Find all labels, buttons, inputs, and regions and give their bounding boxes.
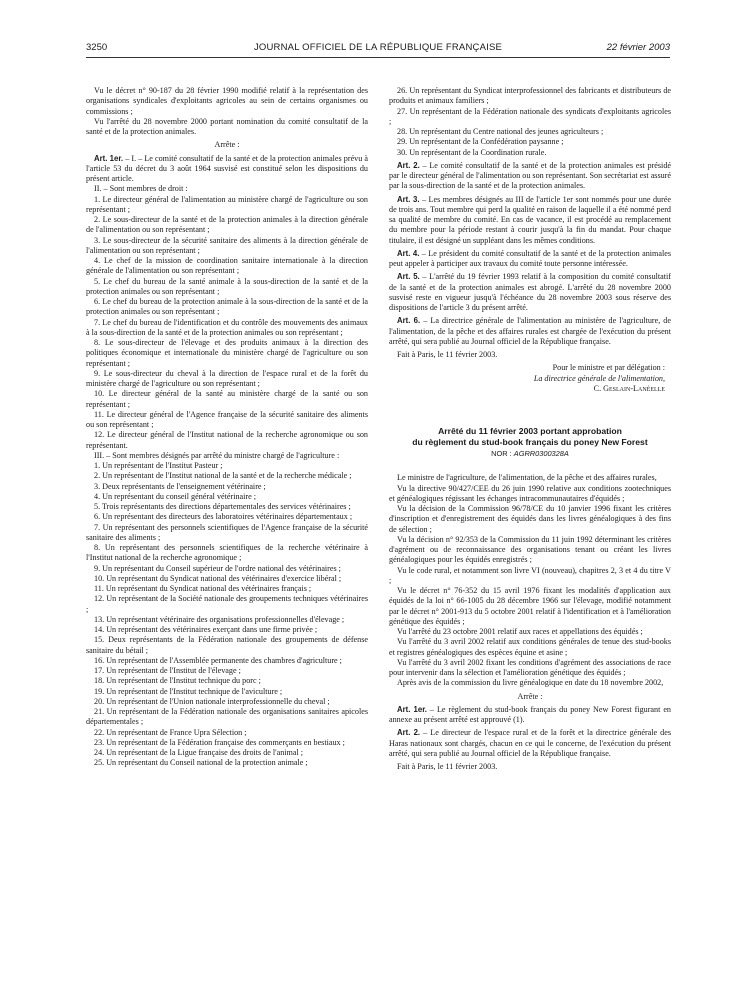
member-item: 7. Un représentant des personnels scientifiques de l'Agence française de la sécurité sanitaire des aliments ; [86, 522, 368, 542]
members-designes-list-cont [389, 86, 671, 158]
member-item: 26. Un représentant du Syndicat interprofessionnel des fabricants et distributeurs de produits et animaux familiers ; [389, 86, 671, 106]
article-text: – Le président du comité consultatif de la santé et de la protection animales peut appeler à participer aux travaux du comité toute personne intéressée. [389, 248, 671, 268]
member-item: 6. Un représentant des directeurs des laboratoires vétérinaires départementaux ; [94, 512, 353, 522]
member-item: 21. Un représentant de la Fédération nationale des organisations sanitaires apicoles départementales ; [86, 707, 368, 727]
member-item: 17. Un représentant de l'Institut de l'élevage ; [94, 666, 241, 675]
member-item: 8. Un représentant des personnels scientifiques de la recherche vétérinaire à l'Institut national de la recherche agronomique ; [86, 543, 368, 563]
signature-delegation: Pour le ministre et par délégation : [552, 363, 665, 373]
article-label: Art. 5. [397, 272, 420, 282]
arrete-heading: Arrête : [214, 140, 240, 150]
second-arrete-title-line2: du règlement du stud-book français du poney New Forest [412, 436, 648, 447]
member-item: 9. Le sous-directeur du cheval à la direction de l'espace rural et de la forêt du ministère chargé de l'agriculture ou son représentant ; [86, 368, 368, 388]
article [389, 249, 671, 270]
article-label: Art. 2. [397, 160, 420, 170]
visa-paragraph: Vu l'arrêté du 3 avril 2002 fixant les conditions d'agrément des associations de race pour intervenir dans la sélection et l'amélioration génétique des équidés ; [389, 657, 671, 677]
article [389, 316, 671, 347]
member-item: 8. Le sous-directeur de l'élevage et des produits animaux à la direction des politiques économique et internationale du ministère chargé de l'agriculture ou son représentant ; [86, 338, 368, 368]
member-item: 10. Un représentant du Syndicat national des vétérinaires d'exercice libéral ; [94, 573, 342, 583]
second-arrete-title-line1: Arrêté du 11 février 2003 portant approbation [438, 426, 622, 436]
article-label: Art. 6. [397, 316, 421, 326]
article-text: – Le directeur de l'espace rural et de la forêt et la directrice générale des Haras nationaux sont chargés, chacun en ce qui le concerne, de l'exécution du présent arrêté, qui sera publié au Journal officiel de la République française. [389, 728, 671, 758]
article [389, 728, 671, 759]
member-item: 19. Un représentant de l'Institut technique de l'aviculture ; [94, 686, 283, 696]
members-de-droit-list [86, 195, 368, 451]
left-intro [86, 86, 368, 137]
member-item: 3. Deux représentants de l'enseignement vétérinaire ; [94, 481, 266, 491]
section-iii-heading: III. – Sont membres désignés par arrêté du ministre chargé de l'agriculture : [94, 450, 340, 460]
second-arrete-title [389, 426, 671, 447]
member-item: 9. Un représentant du Conseil supérieur de l'ordre national des vétérinaires ; [94, 563, 341, 573]
member-item: 1. Un représentant de l'Institut Pasteur ; [94, 461, 223, 470]
issue-date: 22 février 2003 [606, 42, 670, 53]
right-column [389, 86, 671, 772]
member-item: 15. Deux représentants de la Fédération nationale des groupements de défense sanitaire du bétail ; [86, 635, 368, 655]
member-item: 6. Le chef du bureau de la protection animale à la sous-direction de la santé et de la protection animales ou son représentant ; [86, 297, 368, 317]
article-1-label: Art. 1er. [94, 153, 124, 163]
member-item: 18. Un représentant de l'Institut technique du porc ; [94, 676, 261, 686]
page-number: 3250 [86, 42, 108, 53]
visa-paragraph: Vu le décret n° 90-187 du 28 février 1990 modifié relatif à la représentation des organisations syndicales d'exploitants agricoles au sein de certains organismes ou commissions ; [86, 86, 368, 116]
arrete-heading-2: Arrête : [517, 691, 543, 701]
member-item: 25. Un représentant du Conseil national de la protection animale ; [94, 758, 308, 768]
member-item: 29. Un représentant de la Confédération paysanne ; [397, 137, 564, 147]
member-item: 4. Le chef de la mission de coordination sanitaire internationale à la direction générale de l'alimentation ou son représentant ; [86, 256, 368, 276]
article [389, 705, 671, 726]
member-item: 1. Le directeur général de l'alimentation au ministère chargé de l'agriculture ou son représentant ; [86, 194, 368, 214]
member-item: 22. Un représentant de France Upra Sélection ; [94, 727, 247, 737]
visa-paragraph: Vu la directive 90/427/CEE du 26 juin 1990 relative aux conditions zootechniques et généalogiques régissant les échanges intracommunautaires d'équidés ; [389, 483, 671, 503]
member-item: 11. Le directeur général de l'Agence française de la sécurité sanitaire des aliments ou son représentant ; [86, 409, 368, 429]
article-label: Art. 2. [397, 728, 421, 738]
journal-title: JOURNAL OFFICIEL DE LA RÉPUBLIQUE FRANÇAISE [253, 42, 503, 53]
article-text: – L'arrêté du 19 février 1993 relatif à la composition du comité consultatif de la santé et de la protection animales est abrogé. L'arrêté du 28 novembre 2000 susvisé reste en vigueur jusqu'à l'échéance du 28 novembre 2003 sous réserve des dispositions de l'article 3 du présent arrêté. [389, 272, 671, 312]
member-item: 2. Le sous-directeur de la santé et de la protection animales à la direction générale de l'alimentation ou son représentant ; [86, 215, 368, 235]
member-item: 2. Un représentant de l'Institut national de la santé et de la recherche médicale ; [94, 471, 352, 481]
nor-label: NOR : [491, 449, 514, 458]
visa-paragraph: Vu le code rural, et notamment son livre VI (nouveau), chapitres 2, 3 et 4 du titre V ; [389, 565, 671, 585]
member-item: 28. Un représentant du Centre national des jeunes agriculteurs ; [397, 127, 604, 136]
nor-reference [389, 449, 671, 459]
article-label: Art. 3. [397, 194, 420, 204]
article [389, 161, 671, 192]
nor-code: AGRR0300328A [513, 449, 569, 458]
visa-paragraph: Le ministre de l'agriculture, de l'alimentation, de la pêche et des affaires rurales, [397, 473, 657, 483]
article-text: – La directrice générale de l'alimentation au ministère de l'agriculture, de l'alimentation, de la pêche et des affaires rurales est chargée de l'exécution du présent arrêté, qui sera publié au Journal officiel de la République française. [389, 316, 671, 346]
member-item: 11. Un représentant du Syndicat national des vétérinaires français ; [94, 584, 312, 593]
article-text: – Les membres désignés au III de l'article 1er sont nommés pour une durée de trois ans. Tout membre qui perd la qualité en raison de laquelle il a été nommé perd sa qualité de membre du comité. En cas de vacance, il est procédé au remplacement du membre pour la période restant à courir jusqu'à la fin du mandat. Pour chaque titulaire, il est désigné un suppléant dans les mêmes conditions. [389, 194, 671, 245]
article-1 [86, 154, 368, 185]
articles-list [389, 161, 671, 347]
visa-paragraph: Après avis de la commission du livre généalogique en date du 18 novembre 2002, [397, 678, 664, 688]
visa-paragraph: Vu la décision n° 92/353 de la Commission du 11 juin 1992 déterminant les critères d'agrément ou de reconnaissance des organisations tenant ou créant les livres généalogiques pour les équidés enregistrés ; [389, 534, 671, 565]
second-intro-visas [389, 473, 671, 688]
fait-a-paris-2: Fait à Paris, le 11 février 2003. [397, 762, 498, 771]
member-item: 5. Trois représentants des directions départementales des services vétérinaires ; [94, 502, 351, 511]
article [389, 195, 671, 246]
header-rule [86, 57, 670, 58]
signature-title: La directrice générale de l'alimentation, [533, 373, 665, 383]
fait-a-paris-1: Fait à Paris, le 11 février 2003. [397, 350, 498, 359]
page-header [86, 42, 670, 56]
member-item: 12. Un représentant de la Société nationale des groupements techniques vétérinaires ; [86, 594, 368, 614]
visa-paragraph: Vu le décret n° 76-352 du 15 avril 1976 fixant les modalités d'application aux équidés de la loi n° 66-1005 du 28 décembre 1966 sur l'élevage, modifié notamment par le décret n° 2001-913 du 5 octobre 2001 relatif à l'identification et à l'amélioration génétique des équidés ; [389, 586, 671, 626]
second-articles-list [389, 705, 671, 759]
member-item: 12. Le directeur général de l'Institut national de la recherche agronomique ou son représentant. [86, 430, 368, 450]
member-item: 5. Le chef du bureau de la santé animale à la sous-direction de la santé et de la protection animales ou son représentant ; [86, 276, 368, 296]
article-text: – Le comité consultatif de la santé et de la protection animales est présidé par le directeur général de l'alimentation ou son représentant. Son secrétariat est assuré par la sous-direction de la santé et de la protection animales. [389, 160, 671, 191]
section-ii-heading: II. – Sont membres de droit : [94, 184, 188, 194]
visa-paragraph: Vu l'arrêté du 23 octobre 2001 relatif aux races et appellations des équidés ; [397, 627, 643, 636]
visa-paragraph: Vu l'arrêté du 3 avril 2002 relatif aux conditions générales de tenue des stud-books et registres généalogiques des espèces équine et asine ; [389, 637, 671, 657]
signature-name: C. Geslain-Lanéelle [593, 383, 665, 393]
member-item: 7. Le chef du bureau de l'identification et du contrôle des mouvements des animaux à la sous-direction de la santé et de la protection animales ou son représentant ; [86, 317, 368, 337]
member-item: 27. Un représentant de la Fédération nationale des syndicats d'exploitants agricoles ; [389, 106, 671, 126]
members-designes-list [86, 461, 368, 769]
member-item: 23. Un représentant de la Fédération française des commerçants en bestiaux ; [94, 737, 345, 747]
article-label: Art. 4. [397, 248, 420, 258]
article-text: – Le règlement du stud-book français du poney New Forest figurant en annexe au présent arrêté est approuvé (1). [389, 704, 671, 724]
member-item: 16. Un représentant de l'Assemblée permanente des chambres d'agriculture ; [94, 655, 342, 665]
member-item: 30. Un représentant de la Coordination rurale. [397, 147, 547, 157]
visa-paragraph: Vu l'arrêté du 28 novembre 2000 portant nomination du comité consultatif de la santé et de la protection animales. [86, 116, 368, 136]
member-item: 4. Un représentant du conseil général vétérinaire ; [94, 491, 256, 501]
member-item: 20. Un représentant de l'Union nationale interprofessionnelle du cheval ; [94, 696, 330, 706]
member-item: 24. Un représentant de la Ligue française des droits de l'animal ; [94, 748, 304, 757]
member-item: 3. Le sous-directeur de la sécurité sanitaire des aliments à la direction générale de l'alimentation ou son représentant ; [86, 235, 368, 255]
member-item: 13. Un représentant vétérinaire des organisations professionnelles d'élevage ; [94, 614, 345, 624]
visa-paragraph: Vu la décision de la Commission 96/78/CE du 10 janvier 1996 fixant les critères d'inscription et d'enregistrement des équidés dans les livres généalogiques à des fins de sélection ; [389, 504, 671, 534]
member-item: 10. Le directeur général de la santé au ministère chargé de la santé ou son représentant ; [86, 389, 368, 409]
article [389, 272, 671, 313]
article-label: Art. 1er. [397, 704, 427, 714]
member-item: 14. Un représentant des vétérinaires exerçant dans une firme privée ; [94, 625, 318, 634]
left-column [86, 86, 368, 769]
article-1-text: – I. – Le comité consultatif de la santé et de la protection animales prévu à l'article 53 du décret du 3 août 1964 susvisé est constitué selon les dispositions du présent article. [86, 153, 368, 183]
